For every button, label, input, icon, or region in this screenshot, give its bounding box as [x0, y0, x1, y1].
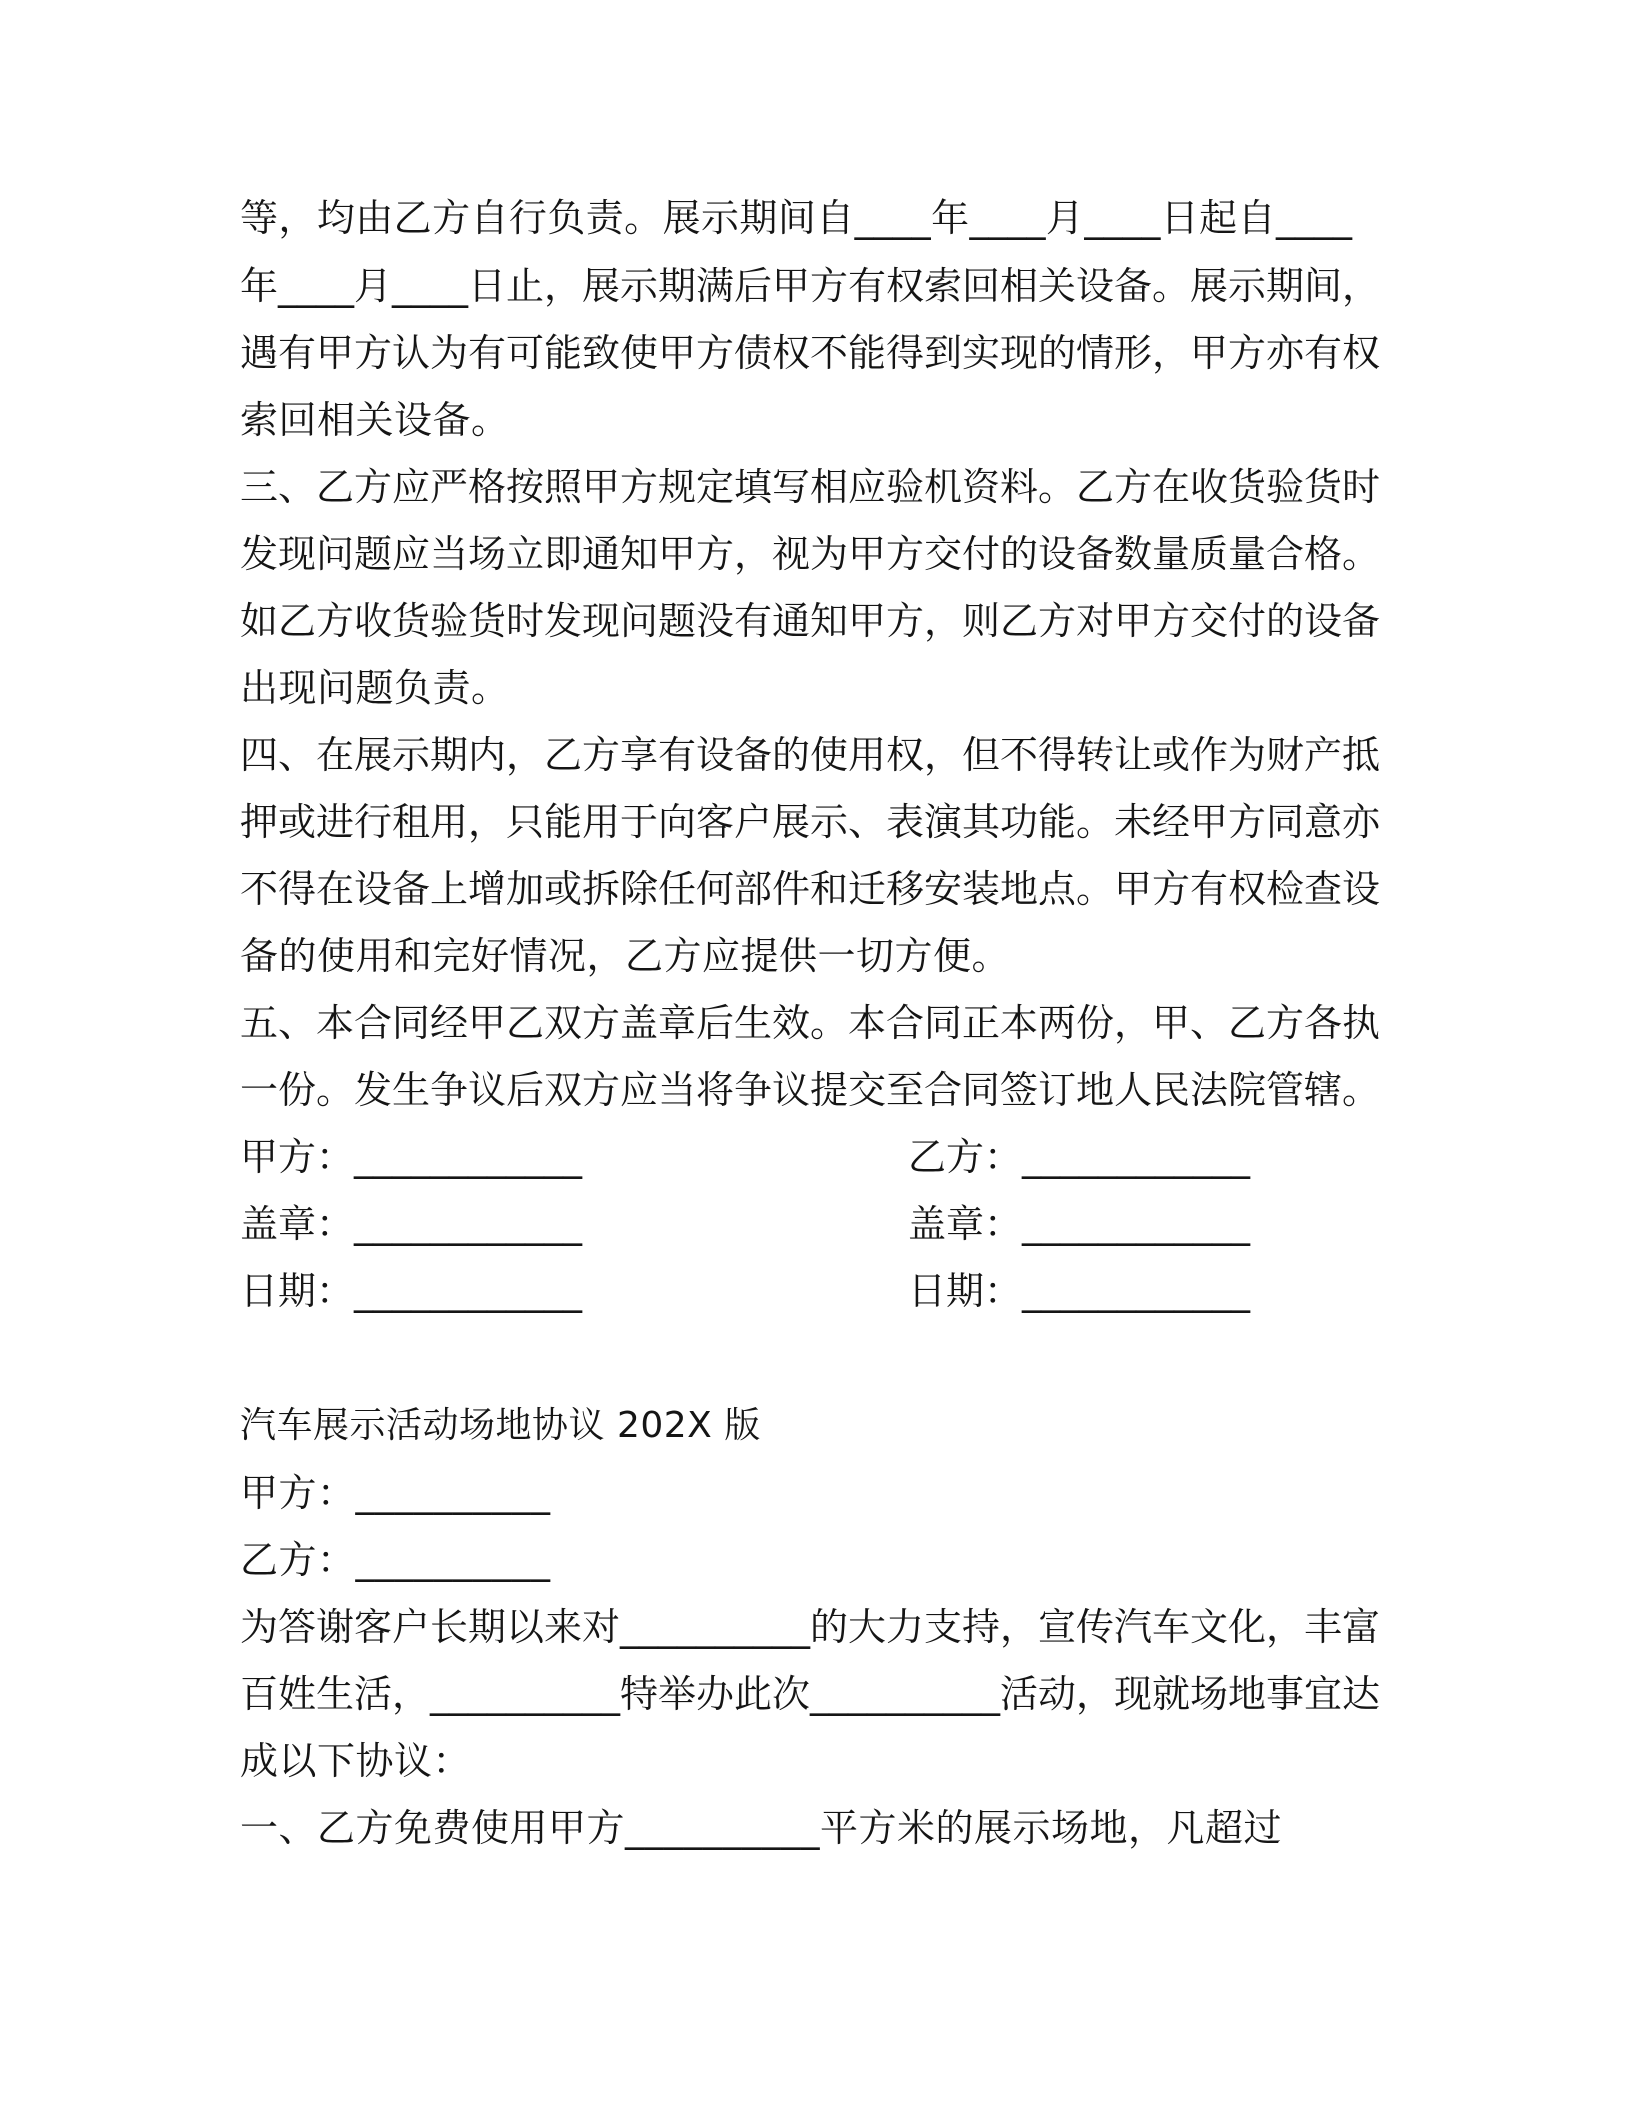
seal-a-field: 盖章：____________: [240, 1202, 583, 1246]
paragraph-line: 等，均由乙方自行负责。展示期间自____年____月____日起自____: [240, 196, 1352, 240]
clause-4-line: 押或进行租用，只能用于向客户展示、表演其功能。未经甲方同意亦: [240, 800, 1381, 844]
clause-5-line: 五、本合同经甲乙双方盖章后生效。本合同正本两份，甲、乙方各执: [240, 1001, 1381, 1045]
clause-3-line: 三、乙方应严格按照甲方规定填写相应验机资料。乙方在收货验货时: [240, 465, 1381, 509]
paragraph-line: 年____月____日止，展示期满后甲方有权索回相关设备。展示期间，: [240, 264, 1381, 308]
clause-3-line: 发现问题应当场立即通知甲方，视为甲方交付的设备数量质量合格。: [240, 532, 1381, 576]
clause-4-line: 备的使用和完好情况，乙方应提供一切方便。: [240, 934, 1011, 978]
intro-line: 为答谢客户长期以来对__________的大力支持，宣传汽车文化，丰富: [240, 1605, 1381, 1649]
clause-3-line: 出现问题负责。: [240, 666, 510, 710]
intro-line: 成以下协议：: [240, 1739, 472, 1783]
party-a-field: 甲方：____________: [240, 1135, 583, 1179]
clause-4-line: 不得在设备上增加或拆除任何部件和迁移安装地点。甲方有权检查设: [240, 867, 1381, 911]
paragraph-line: 遇有甲方认为有可能致使甲方债权不能得到实现的情形，甲方亦有权: [240, 331, 1381, 375]
signature-row: [240, 1131, 1352, 1183]
party-b-line: 乙方：__________: [240, 1538, 551, 1582]
agreement-title: 汽车展示活动场地协议 202X 版: [240, 1405, 761, 1446]
clause-3-line: 如乙方收货验货时发现问题没有通知甲方，则乙方对甲方交付的设备: [240, 599, 1381, 643]
intro-line: 百姓生活，__________特举办此次__________活动，现就场地事宜达: [240, 1672, 1381, 1716]
clause-5-line: 一份。发生争议后双方应当将争议提交至合同签订地人民法院管辖。: [240, 1068, 1381, 1112]
date-a-field: 日期：____________: [240, 1269, 583, 1313]
signature-row: [240, 1265, 1352, 1317]
clause-1-line: 一、乙方免费使用甲方__________平方米的展示场地，凡超过: [240, 1806, 1283, 1850]
date-b-field: 日期：____________: [908, 1269, 1251, 1313]
paragraph-line: 索回相关设备。: [240, 398, 510, 442]
seal-b-field: 盖章：____________: [908, 1202, 1251, 1246]
signature-row: [240, 1198, 1352, 1250]
clause-4-line: 四、在展示期内，乙方享有设备的使用权，但不得转让或作为财产抵: [240, 733, 1381, 777]
party-b-field: 乙方：____________: [908, 1135, 1251, 1179]
party-a-line: 甲方：__________: [240, 1471, 551, 1515]
